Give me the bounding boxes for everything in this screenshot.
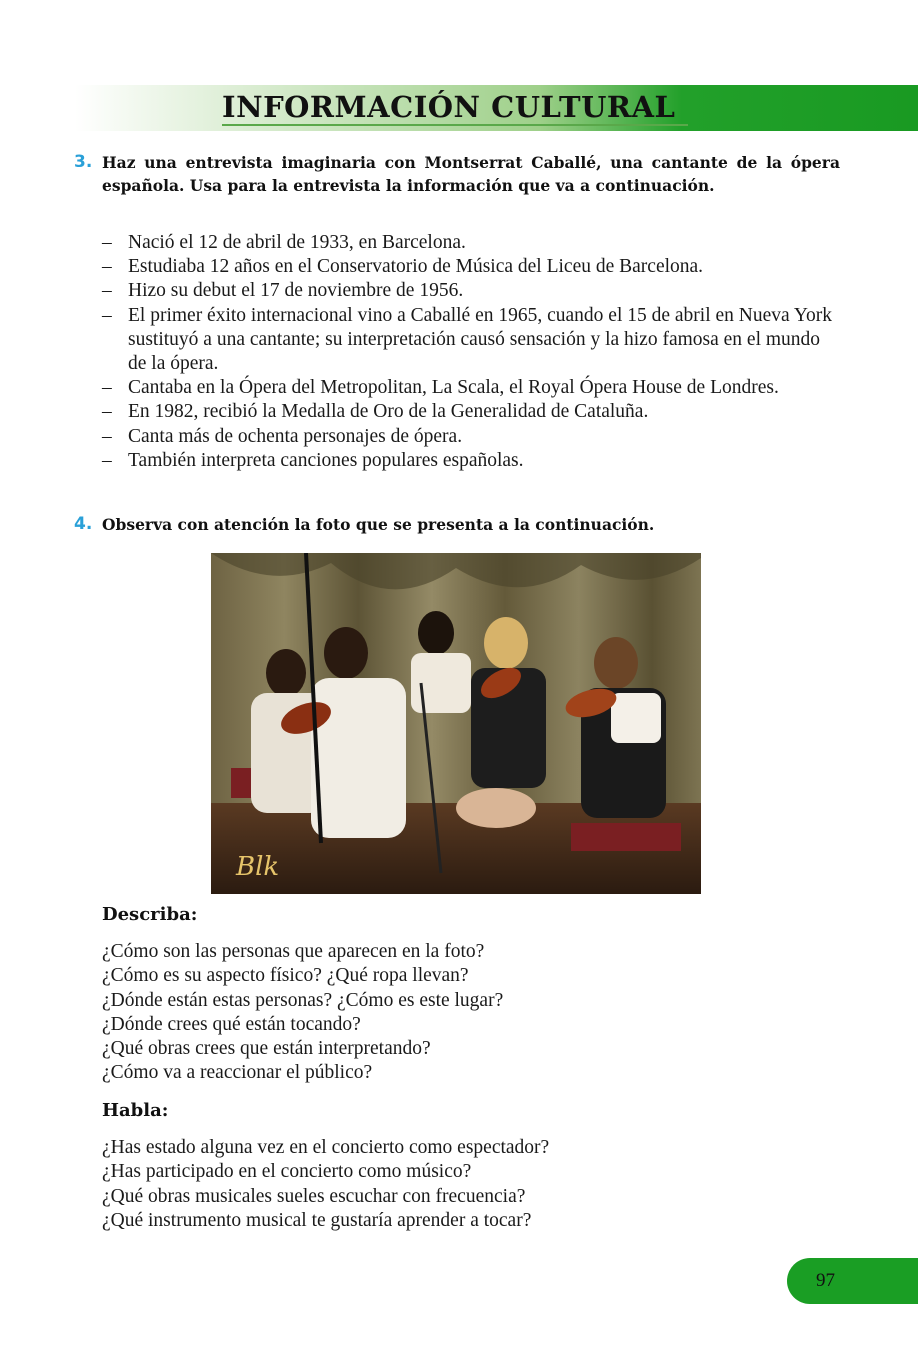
describe-heading: Describa:	[102, 904, 198, 925]
list-item: ¿Cómo va a reaccionar el público?	[102, 1062, 373, 1084]
list-item: ¿Cómo es su aspecto físico? ¿Qué ropa llevan?	[102, 965, 469, 987]
list-item: ¿Qué obras musicales sueles escuchar con frecuencia?	[102, 1185, 526, 1207]
list-item: ¿Qué instrumento musical te gustaría aprender a tocar?	[102, 1209, 532, 1231]
describe-questions	[102, 940, 842, 1086]
list-item: ¿Cómo son las personas que aparecen en la foto?	[102, 941, 485, 962]
list-item: ¿Dónde están estas personas? ¿Cómo es este lugar?	[102, 989, 504, 1011]
page-number-tab	[787, 1258, 918, 1304]
page-title: INFORMACIÓN CULTURAL	[222, 88, 688, 126]
list-item: ¿Has participado en el concierto como músico?	[102, 1161, 472, 1183]
task-number: 4.	[74, 514, 93, 534]
speak-questions	[102, 1136, 842, 1233]
list-item: – En 1982, recibió la Medalla de Oro de la Generalidad de Cataluña.	[102, 401, 649, 423]
bullet-list	[102, 231, 842, 473]
task-number: 3.	[74, 152, 93, 172]
list-item: – Nació el 12 de abril de 1933, en Barcelona.	[102, 232, 466, 253]
list-item: – También interpreta canciones populares españolas.	[102, 449, 524, 471]
list-item: – El primer éxito internacional vino a Caballé en 1965, cuando el 15 de abril en Nueva York sustituyó a una cantante; su interpretación causó sensación y la hizo famosa en el mundo de la ópera.	[102, 304, 832, 375]
list-item: ¿Qué obras crees que están interpretando?	[102, 1038, 431, 1060]
list-item: – Canta más de ochenta personajes de ópera.	[102, 425, 463, 447]
task-instruction: Observa con atención la foto que se presenta a la continuación.	[102, 515, 655, 534]
page-number: 97	[816, 1270, 835, 1291]
photo-watermark: Blk	[236, 852, 280, 882]
list-item: – Estudiaba 12 años en el Conservatorio de Música del Liceu de Barcelona.	[102, 256, 704, 278]
orchestra-photo	[211, 553, 701, 894]
list-item: ¿Has estado alguna vez en el concierto como espectador?	[102, 1137, 550, 1158]
task-instruction: Haz una entrevista imaginaria con Montserrat Caballé, una cantante de la ópera española. Usa para la entrevista la información que va a continuación.	[102, 153, 840, 195]
list-item: – Hizo su debut el 17 de noviembre de 1956.	[102, 280, 464, 302]
speak-heading: Habla:	[102, 1100, 169, 1121]
list-item: – Cantaba en la Ópera del Metropolitan, La Scala, el Royal Ópera House de Londres.	[102, 377, 779, 399]
list-item: ¿Dónde crees qué están tocando?	[102, 1013, 361, 1035]
